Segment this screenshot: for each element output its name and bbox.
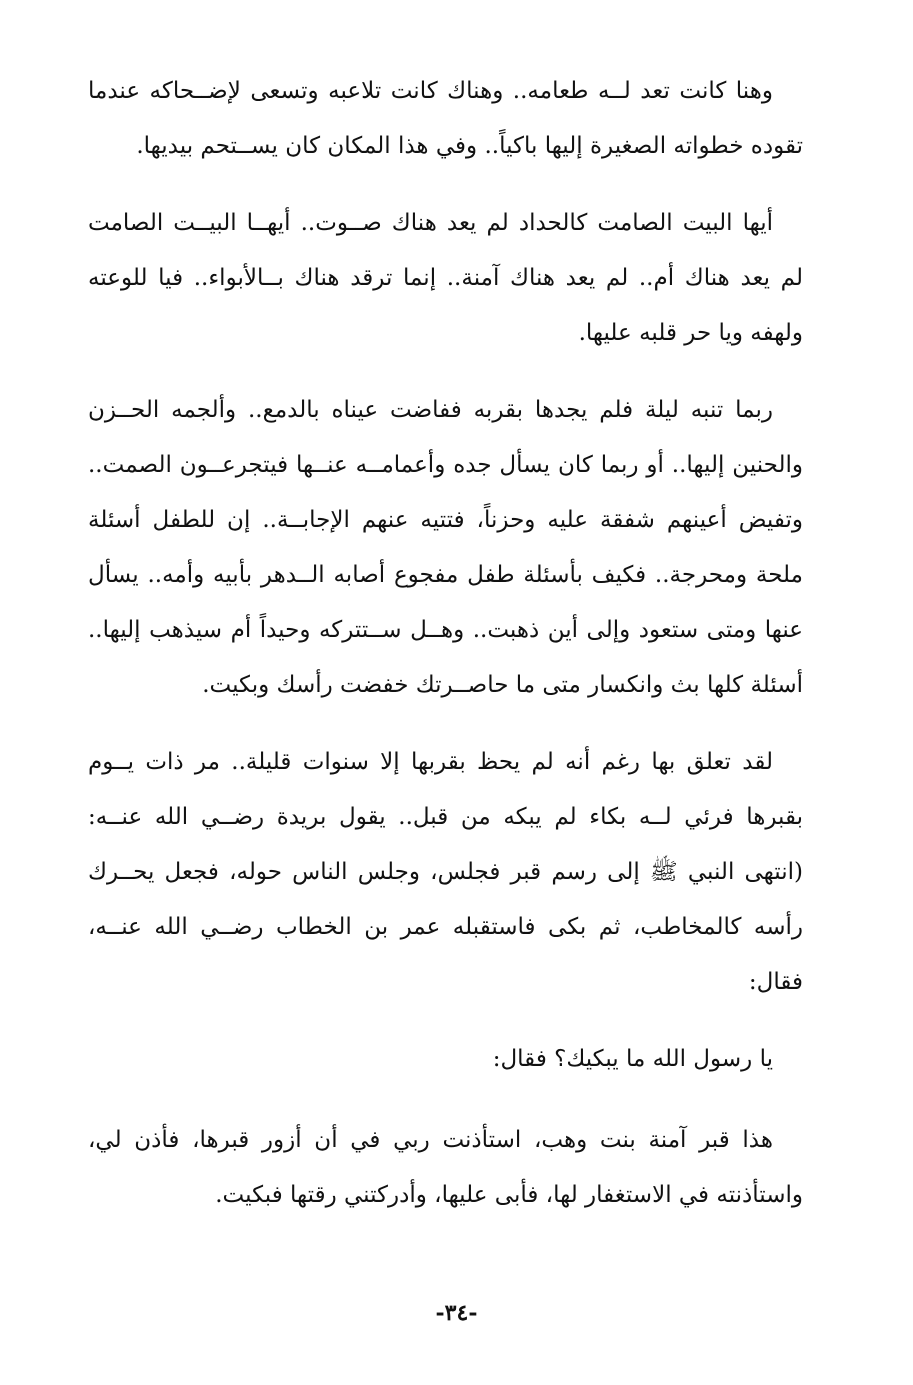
- page-number: -٣٤-: [435, 1300, 478, 1326]
- paragraph-6: هذا قبر آمنة بنت وهب، استأذنت ربي في أن أزور قبرها، فأذن لي، واستأذنته في الاستغفار لها، فأبى عليها، وأدركتني رقتها فبكيت.: [88, 1127, 803, 1208]
- paragraph-2: أيها البيت الصامت كالحداد لم يعد هناك صــوت.. أيهــا البيــت الصامت لم يعد هناك أم.. لم يعد هناك آمنة.. إنما ترقد هناك بــالأبواء.. فيا للوعته ولهفه ويا حر قلبه عليها.: [88, 210, 803, 346]
- paragraph-5: يا رسول الله ما يبكيك؟ فقال:: [492, 1046, 773, 1072]
- paragraph-4: لقد تعلق بها رغم أنه لم يحظ بقربها إلا سنوات قليلة.. مر ذات يــوم بقبرها فرئي لــه بكاء لم يبكه من قبل.. يقول بريدة رضــي الله عنــه: (انتهى النبي ﷺ إلى رسم قبر فجلس، وجلس الناس حوله، فجعل يحــرك رأسه كالمخاطب، ثم بكى فاستقبله عمر بن الخطاب رضــي الله عنــه، فقال:: [88, 749, 803, 995]
- paragraph-1: وهنا كانت تعد لــه طعامه.. وهناك كانت تلاعبه وتسعى لإضــحاكه عندما تقوده خطواته الصغيرة إليها باكياً.. وفي هذا المكان كان يســتحم بيديها.: [88, 78, 803, 159]
- page-body: [88, 64, 803, 1245]
- paragraph-3: ربما تنبه ليلة فلم يجدها بقربه ففاضت عيناه بالدمع.. وألجمه الحــزن والحنين إليها.. أو ربما كان يسأل جده وأعمامــه عنــها فيتجرعــون الصمت.. وتفيض أعينهم شفقة عليه وحزناً، فتتيه عنهم الإجابــة.. إن للطفل أسئلة ملحة ومحرجة.. فكيف بأسئلة طفل مفجوع أصابه الــدهر بأبيه وأمه.. يسأل عنها ومتى ستعود وإلى أين ذهبت.. وهــل ســتتركه وحيداً أم سيذهب إليها.. أسئلة كلها بث وانكسار متى ما حاصــرتك خفضت رأسك وبكيت.: [88, 397, 803, 698]
